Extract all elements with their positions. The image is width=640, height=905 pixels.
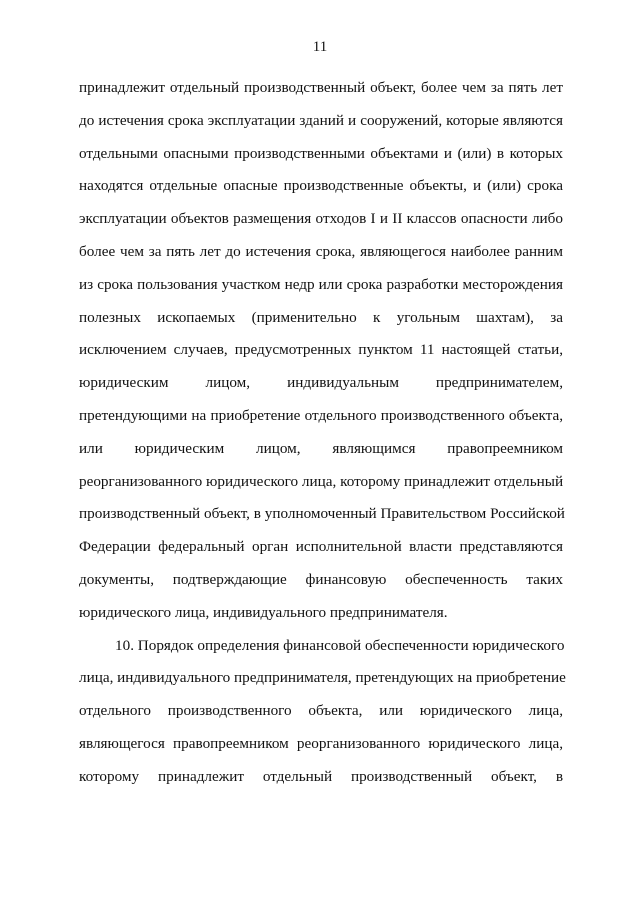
text-line: отдельными опасными производственными объектами и (или) в которых <box>79 144 563 162</box>
text-line: более чем за пять лет до истечения срока, являющегося наиболее ранним <box>79 242 563 260</box>
text-line: претендующими на приобретение отдельного производственного объекта, <box>79 406 563 424</box>
paragraph-last-line: юридического лица, индивидуального предпринимателя. <box>79 603 448 621</box>
document-body <box>79 72 566 794</box>
text-line: отдельного производственного объекта, или юридического лица, <box>79 702 563 720</box>
text-line: Федерации федеральный орган исполнительной власти представляются <box>79 538 563 556</box>
paragraph-10-first-line: 10. Порядок определения финансовой обеспеченности юридического <box>115 636 565 654</box>
text-line: до истечения срока эксплуатации зданий и сооружений, которые являются <box>79 111 563 129</box>
text-line: юридическим лицом, индивидуальным предпринимателем, <box>79 374 563 392</box>
text-line: исключением случаев, предусмотренных пунктом 11 настоящей статьи, <box>79 341 563 359</box>
text-line: или юридическим лицом, являющимся правопреемником <box>79 439 563 457</box>
text-line: лица, индивидуального предпринимателя, претендующих на приобретение <box>79 669 566 687</box>
text-line: которому принадлежит отдельный производственный объект, в <box>79 767 563 785</box>
text-line: документы, подтверждающие финансовую обеспеченность таких <box>79 570 563 588</box>
text-line: из срока пользования участком недр или срока разработки месторождения <box>79 275 563 293</box>
text-line: являющегося правопреемником реорганизованного юридического лица, <box>79 734 563 752</box>
text-line: реорганизованного юридического лица, которому принадлежит отдельный <box>79 472 564 490</box>
text-line: принадлежит отдельный производственный объект, более чем за пять лет <box>79 79 563 96</box>
text-line: находятся отдельные опасные производственные объекты, и (или) срока <box>79 177 563 195</box>
text-line: полезных ископаемых (применительно к угольным шахтам), за <box>79 308 563 326</box>
page-number: 11 <box>312 39 328 55</box>
text-line: производственный объект, в уполномоченный Правительством Российской <box>79 505 565 523</box>
text-line: эксплуатации объектов размещения отходов I и II классов опасности либо <box>79 210 563 228</box>
